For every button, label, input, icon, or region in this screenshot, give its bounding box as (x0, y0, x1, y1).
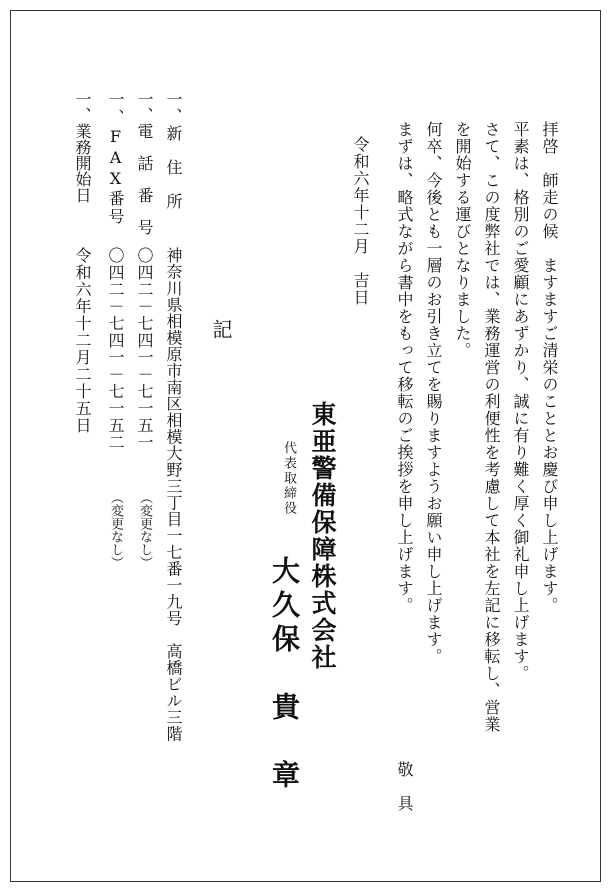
president-name: 大久保 貴 章 (268, 556, 301, 794)
letter-line-1: 拝啓 師走の候 ますますご清栄のこととお慶び申し上げます。 (540, 121, 559, 614)
letter-line-2: 平素は、格別のご愛顧にあずかり、誠に有り難く厚く御礼申し上げます。 (511, 121, 530, 682)
letter-line-4: を開始する運びとなりました。 (453, 121, 472, 359)
detail-label-fax: 一、FAX番号 (106, 91, 125, 226)
letter-line-6: まずは、略式ながら書中をもって移転のご挨拶を申し上げます。 (395, 121, 414, 614)
detail-value-address: 神奈川県相模原市南区相模大野三丁目一七番一九号 高橋ビル三階 (164, 247, 183, 742)
detail-label-start-date: 一、業務開始日 (73, 91, 92, 203)
detail-value-start-date: 令和六年十二月二十五日 (73, 247, 92, 434)
company-name: 東亜警備保障株式会社 (308, 401, 337, 671)
president-title: 代表取締役 (281, 441, 296, 516)
letter-date: 令和六年十二月 吉日 (351, 136, 370, 306)
detail-value-phone: 〇四二－七四一－七一五一 (135, 247, 154, 451)
ki-heading: 記 (209, 319, 233, 339)
detail-value-fax: 〇四二－七四一－七一五二 (106, 247, 125, 451)
closing-keigu: 敬 具 (395, 761, 414, 812)
letter-sheet (10, 10, 601, 882)
detail-label-address: 一、新 住 所 (164, 91, 183, 210)
letter-line-5: 何卒、今後とも一層のお引き立てを賜りますようお願い申し上げます。 (424, 121, 443, 665)
detail-note-phone: （変更なし） (137, 491, 152, 569)
letter-line-3: さて、この度弊社では、業務運営の利便性を考慮して本社を左記に移転し、営業 (482, 121, 501, 733)
detail-note-fax: （変更なし） (108, 491, 123, 569)
detail-label-phone: 一、電 話 番 号 (135, 91, 154, 235)
